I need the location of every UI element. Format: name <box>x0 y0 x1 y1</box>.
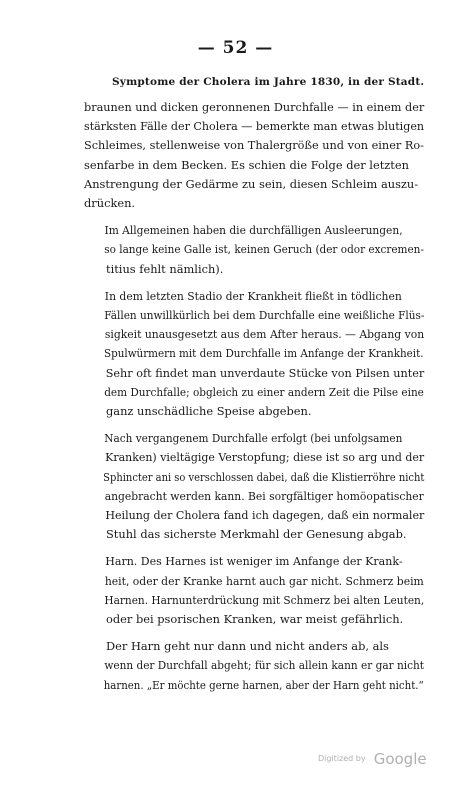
text-line: Stuhl das sicherste Merkmahl der Genesung abgab. <box>106 527 407 542</box>
paragraph <box>84 552 424 629</box>
paragraph <box>84 221 424 279</box>
body-text <box>84 98 424 703</box>
text-line: oder bei psorischen Kranken, war meist gefährlich. <box>106 612 404 627</box>
page-number: — 52 — <box>197 38 274 58</box>
text-line: angebracht werden kann. Bei sorgfältiger homöopatischer <box>104 488 424 503</box>
paragraph <box>84 98 424 213</box>
paragraph <box>84 429 424 544</box>
text-line: titius fehlt nämlich). <box>106 261 224 276</box>
paragraph <box>84 637 424 695</box>
google-logo: Google <box>373 749 427 768</box>
text-line: stärksten Fälle der Cholera — bemerkte man etwas blutigen <box>84 119 425 134</box>
text-line: Spulwürmern mit dem Durchfalle im Anfange der Krankheit. <box>103 346 424 361</box>
text-line: sigkeit unausgesetzt aus dem After heraus. — Abgang von <box>104 327 425 342</box>
text-line: Der Harn geht nur dann und nicht anders ab, als <box>106 639 389 654</box>
text-line: ganz unschädliche Speise abgeben. <box>106 404 312 419</box>
paragraph <box>84 287 424 421</box>
text-line: Harn. Des Harnes ist weniger im Anfange der Krank- <box>105 554 403 569</box>
text-line: In dem letzten Stadio der Krankheit fließt in tödlichen <box>104 288 402 303</box>
text-line: Sehr oft findet man unverdaute Stücke von Pilsen unter <box>105 365 425 380</box>
text-line: Anstrengung der Gedärme zu sein, diesen Schleim auszu- <box>84 176 419 191</box>
text-line: Heilung der Cholera fand ich dagegen, daß ein normaler <box>105 508 425 523</box>
text-line: Schleimes, stellenweise von Thalergröße und von einer Ro- <box>84 138 424 153</box>
text-line: braunen und dicken geronnenen Durchfalle — in einem der <box>84 100 425 114</box>
text-line: senfarbe in dem Becken. Es schien die Folge der letzten <box>84 157 409 172</box>
text-line: harnen. „Er möchte gerne harnen, aber der Harn geht nicht.“ <box>103 677 424 692</box>
text-line: Im Allgemeinen haben die durchfälligen Ausleerungen, <box>104 223 403 238</box>
text-line: Sphincter ani so verschlossen dabei, daß die Klistierröhre nicht <box>103 469 425 484</box>
text-line: Kranken) vieltägige Verstopfung; diese ist so arg und der <box>105 450 425 465</box>
text-line: Fällen unwillkürlich bei dem Durchfalle eine weißliche Flüs- <box>104 308 425 323</box>
text-line: dem Durchfalle; obgleich zu einer andern Zeit die Pilse eine <box>104 384 424 399</box>
text-line: wenn der Durchfall abgeht; für sich allein kann er gar nicht <box>104 658 425 673</box>
text-line: so lange keine Galle ist, keinen Geruch (der odor excremen- <box>104 242 424 257</box>
text-line: Harnen. Harnunterdrückung mit Schmerz bei alten Leuten, <box>104 592 425 607</box>
text-line: heit, oder der Kranke harnt auch gar nicht. Schmerz beim <box>104 573 424 588</box>
digitization-watermark <box>318 748 427 768</box>
running-header: Symptome der Cholera im Jahre 1830, in der Stadt. <box>112 76 425 88</box>
watermark-prefix: Digitized by <box>318 754 366 763</box>
text-line: drücken. <box>84 196 136 211</box>
text-line: Nach vergangenem Durchfalle erfolgt (bei unfolgsamen <box>104 431 403 446</box>
